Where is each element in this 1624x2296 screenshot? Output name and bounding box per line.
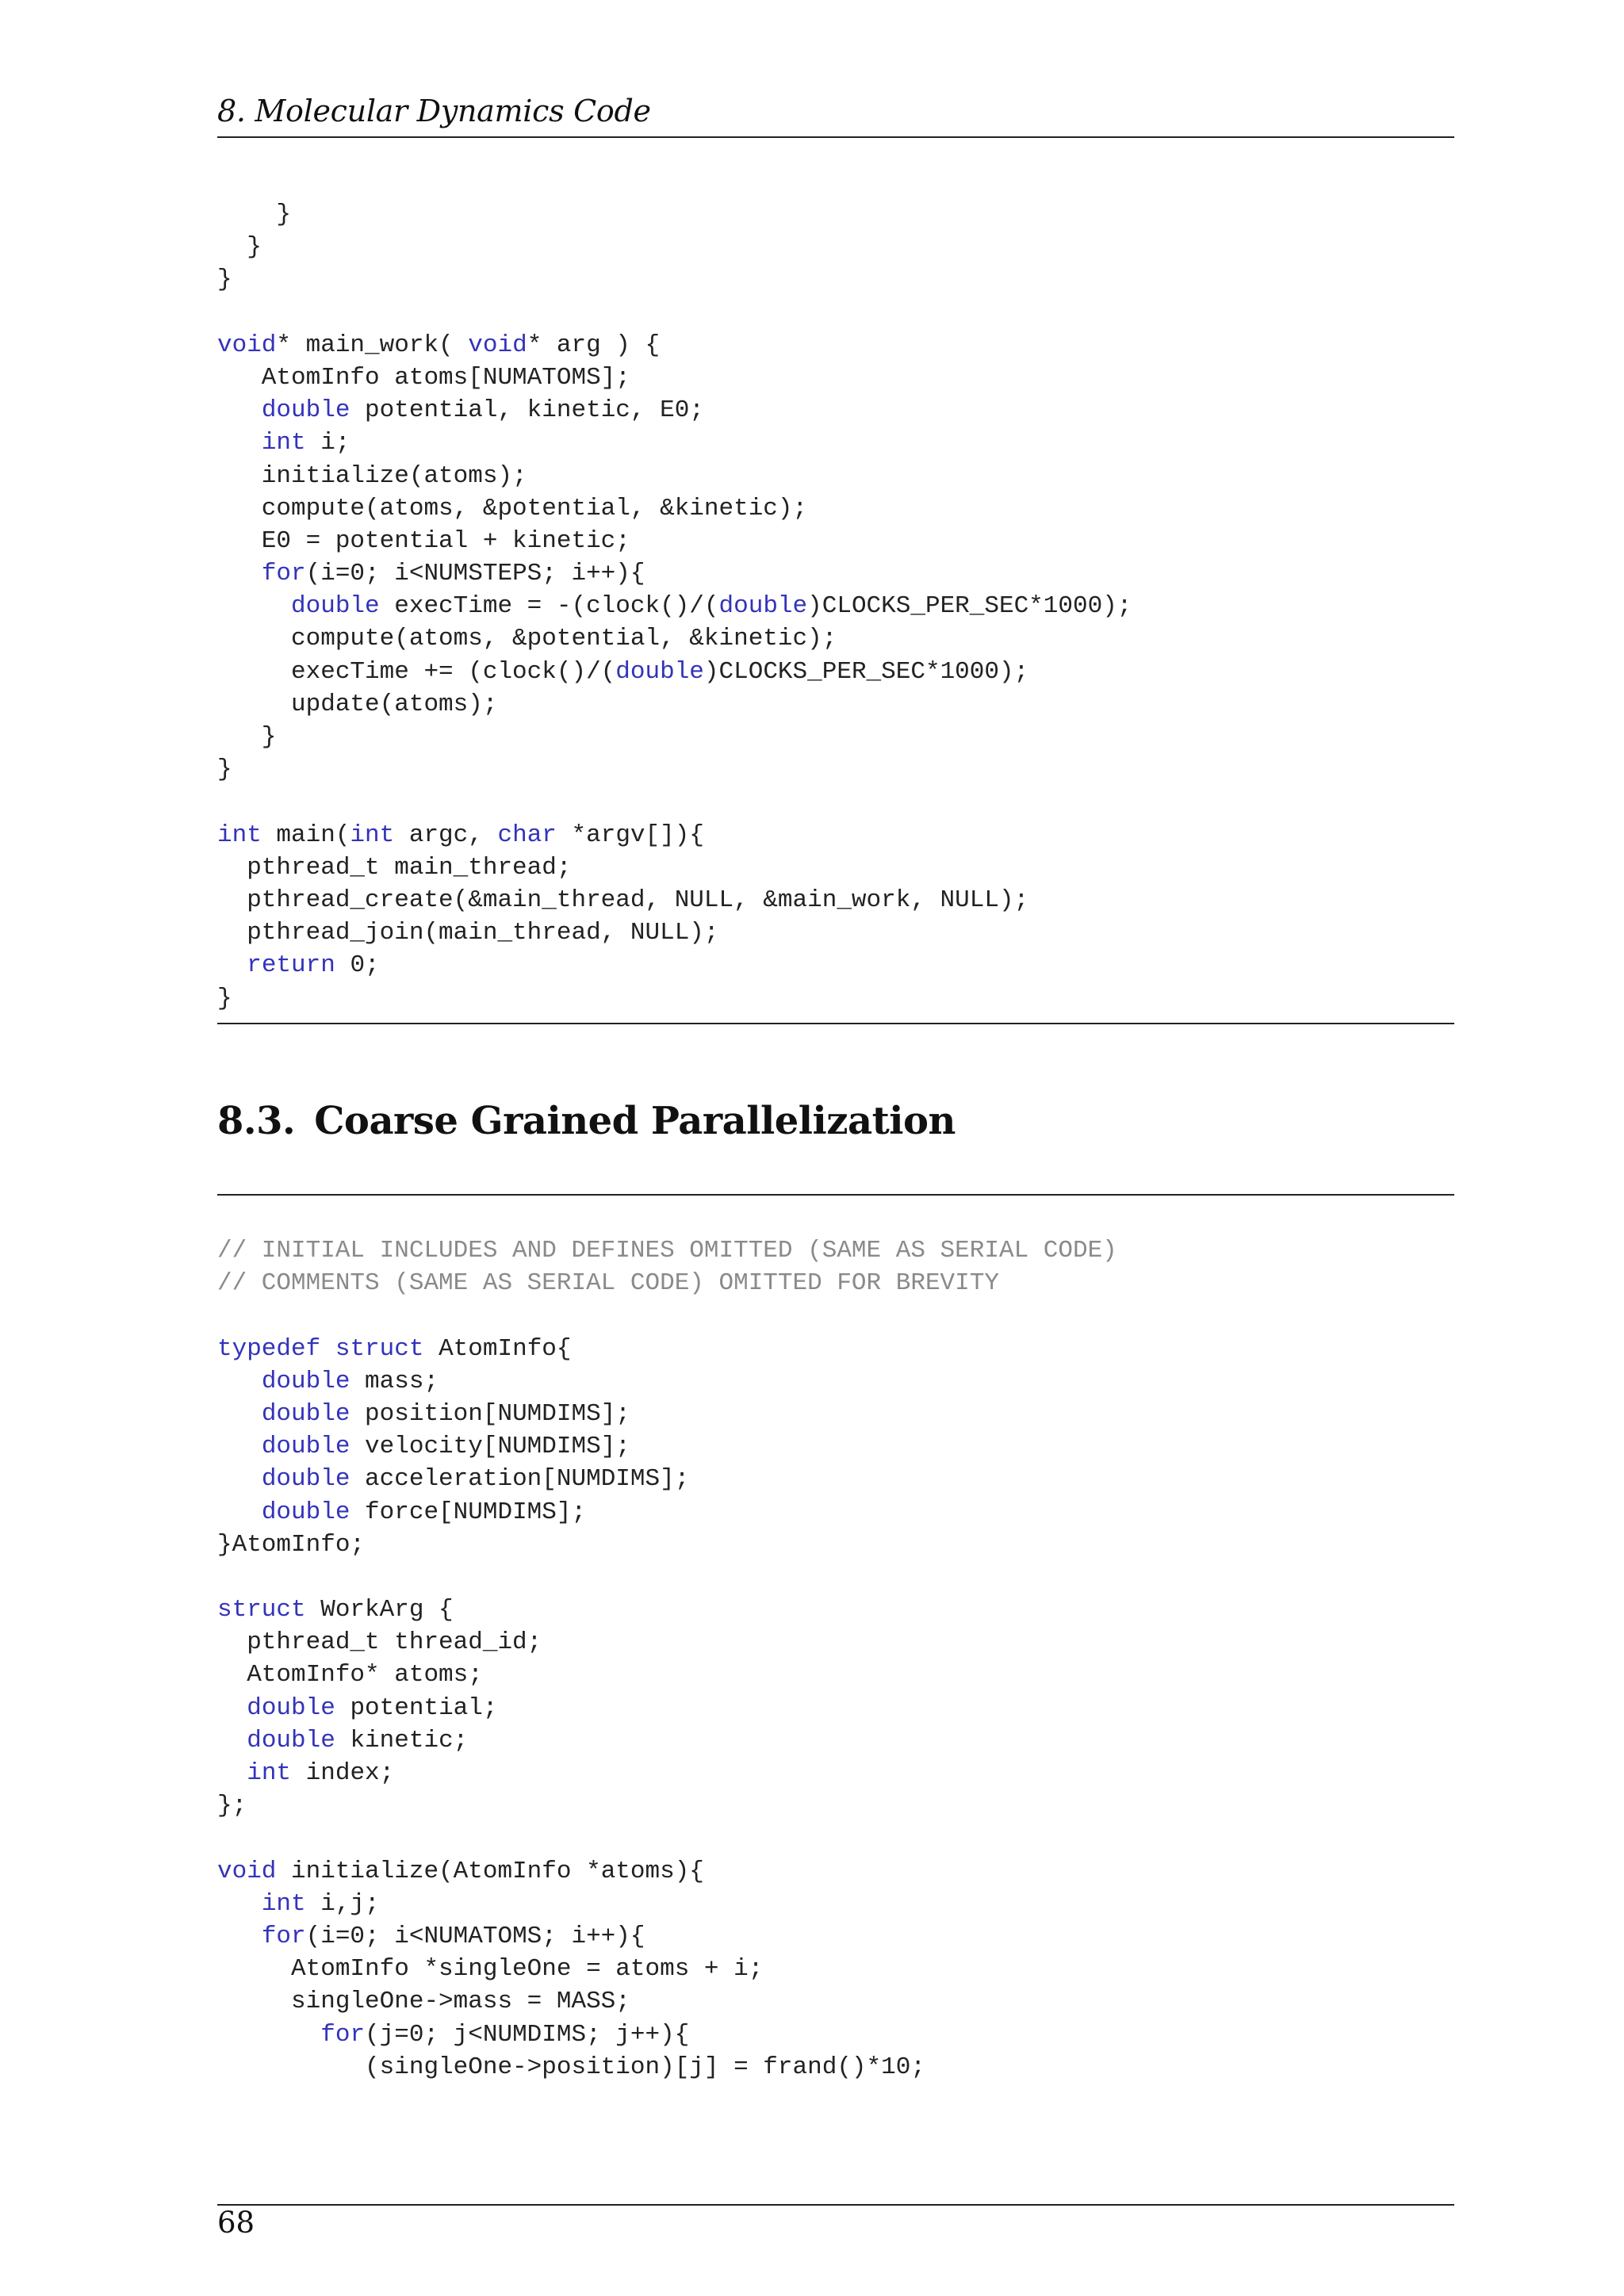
code-keyword: void (217, 1857, 277, 1885)
code-line (217, 460, 1132, 492)
code-line (217, 2019, 1117, 2051)
code-text: potential; (335, 1693, 498, 1722)
code-keyword: int (247, 1759, 292, 1787)
code-line (217, 786, 1132, 818)
code-line (217, 297, 1132, 329)
code-line (217, 329, 1132, 362)
code-line (217, 1365, 1117, 1398)
code-text: (i=0; i<NUMATOMS; i++){ (305, 1922, 645, 1950)
code-line (217, 1463, 1117, 1495)
code-line (217, 1724, 1117, 1757)
code-text (217, 592, 291, 620)
code-text (217, 1400, 262, 1428)
code-text (217, 396, 262, 424)
code-text: execTime += (clock()/( (217, 657, 616, 686)
code-line (217, 753, 1132, 786)
code-line (217, 1234, 1117, 1267)
code-line (217, 851, 1132, 884)
footer-rule (217, 2204, 1454, 2206)
code-text: singleOne->mass = MASS; (217, 1988, 630, 2016)
code-text: pthread_join(main_thread, NULL); (217, 919, 719, 947)
code-line (217, 1561, 1117, 1594)
code-line (217, 1398, 1117, 1430)
code-line (217, 949, 1132, 982)
code-keyword: double (615, 657, 704, 686)
code-text: } (217, 266, 232, 294)
code-keyword: int (350, 821, 395, 849)
code-text: }; (217, 1792, 247, 1820)
code-text: } (217, 756, 232, 784)
code-keyword: double (247, 1693, 335, 1722)
code-text: AtomInfo{ (423, 1334, 572, 1363)
code-line (217, 688, 1132, 721)
code-text (217, 1498, 262, 1526)
code-text (217, 1465, 262, 1493)
code-text: acceleration[NUMDIMS]; (350, 1465, 690, 1494)
code-text: AtomInfo atoms[NUMATOMS]; (217, 363, 630, 392)
code-line (217, 1496, 1117, 1529)
code-keyword: struct (217, 1596, 306, 1624)
code-line (217, 263, 1132, 296)
listing-start-rule (217, 1194, 1454, 1196)
code-text: E0 = potential + kinetic; (217, 526, 630, 555)
code-line (217, 982, 1132, 1015)
code-line (217, 1953, 1117, 1985)
code-text: velocity[NUMDIMS]; (350, 1433, 630, 1461)
code-text: pthread_t main_thread; (217, 853, 572, 882)
code-keyword: double (261, 1465, 350, 1494)
code-text: initialize(AtomInfo *atoms){ (276, 1857, 704, 1885)
code-text: } (217, 723, 277, 751)
code-text: (i=0; i<NUMSTEPS; i++){ (305, 560, 645, 588)
code-text (217, 560, 262, 587)
header-rule (217, 136, 1454, 138)
code-text (217, 1727, 247, 1755)
code-line (217, 622, 1132, 655)
code-line (217, 884, 1132, 916)
code-line (217, 394, 1132, 427)
code-listing-bottom (217, 1234, 1117, 2084)
code-line (217, 557, 1132, 590)
code-keyword: void (217, 331, 277, 359)
code-keyword: struct (335, 1334, 424, 1363)
code-keyword: double (261, 396, 350, 425)
code-line (217, 198, 1132, 231)
code-keyword: return (247, 951, 335, 980)
code-text: }AtomInfo; (217, 1530, 366, 1559)
code-text: initialize(atoms); (217, 461, 527, 490)
code-text: potential, kinetic, E0; (350, 396, 704, 425)
code-line (217, 1789, 1117, 1822)
code-text: index; (291, 1759, 395, 1787)
code-keyword: char (497, 821, 557, 849)
code-text: main( (261, 821, 350, 849)
code-line (217, 1333, 1117, 1365)
code-text: execTime = -(clock()/( (379, 592, 719, 621)
code-line (217, 721, 1132, 753)
code-text: *argv[]){ (556, 821, 704, 849)
section-heading (217, 1099, 956, 1143)
code-line (217, 231, 1132, 263)
code-line (217, 1985, 1117, 2018)
code-text: AtomInfo* atoms; (217, 1661, 483, 1689)
code-text (217, 1890, 262, 1918)
code-text: argc, (394, 821, 498, 849)
code-keyword: for (261, 1922, 306, 1950)
code-comment: // COMMENTS (SAME AS SERIAL CODE) OMITTED FOR BREVITY (217, 1269, 999, 1298)
section-title: Coarse Grained Parallelization (314, 1099, 956, 1143)
code-keyword: double (261, 1399, 350, 1428)
code-text: pthread_t thread_id; (217, 1628, 542, 1657)
code-line (217, 492, 1132, 525)
code-keyword: typedef (217, 1334, 321, 1363)
code-text (217, 951, 247, 979)
code-text: (singleOne->position)[j] = frand()*10; (217, 2053, 925, 2081)
code-line (217, 916, 1132, 949)
section-number: 8.3. (217, 1099, 296, 1143)
code-line (217, 362, 1132, 394)
code-line (217, 1626, 1117, 1659)
code-line (217, 1267, 1117, 1299)
code-text: * arg ) { (527, 331, 661, 359)
running-head: 8. Molecular Dynamics Code (217, 94, 651, 128)
code-text: mass; (350, 1367, 439, 1395)
code-line (217, 1529, 1117, 1561)
code-keyword: for (320, 2020, 366, 2049)
code-line (217, 1692, 1117, 1724)
code-keyword: int (217, 821, 262, 849)
code-keyword: double (261, 1433, 350, 1461)
code-text: 0; (335, 951, 380, 980)
code-text: AtomInfo *singleOne = atoms + i; (217, 1955, 764, 1984)
code-line (217, 819, 1132, 851)
page-number: 68 (217, 2206, 255, 2240)
code-text (217, 1368, 262, 1395)
code-text: position[NUMDIMS]; (350, 1399, 630, 1428)
code-keyword: double (718, 592, 808, 621)
code-keyword: double (261, 1498, 350, 1526)
code-text: * main_work( (276, 331, 469, 359)
code-text (217, 2021, 320, 2049)
code-line (217, 1757, 1117, 1789)
code-text (217, 1433, 262, 1460)
code-text: } (217, 201, 292, 228)
code-keyword: for (261, 560, 306, 588)
code-text (217, 1923, 262, 1950)
code-comment: // INITIAL INCLUDES AND DEFINES OMITTED (SAME AS SERIAL CODE) (217, 1237, 1117, 1265)
code-text (320, 1335, 335, 1363)
code-text: (j=0; j<NUMDIMS; j++){ (365, 2020, 690, 2049)
code-keyword: int (261, 429, 306, 457)
code-text: WorkArg { (305, 1596, 454, 1624)
code-text: compute(atoms, &potential, &kinetic); (217, 494, 808, 522)
code-text: kinetic; (335, 1726, 469, 1755)
code-text: i,j; (305, 1889, 380, 1918)
code-keyword: void (468, 331, 527, 359)
code-keyword: double (247, 1726, 335, 1755)
code-line (217, 1822, 1117, 1854)
code-text: } (217, 984, 232, 1012)
code-text (217, 429, 262, 457)
code-text: } (217, 233, 262, 262)
code-text: update(atoms); (217, 690, 498, 718)
code-line (217, 1659, 1117, 1691)
code-text: force[NUMDIMS]; (350, 1498, 587, 1526)
code-line (217, 1920, 1117, 1953)
code-text: )CLOCKS_PER_SEC*1000); (703, 657, 1029, 686)
code-line (217, 1888, 1117, 1920)
code-line (217, 525, 1132, 557)
code-text: pthread_create(&main_thread, NULL, &main_work, NULL); (217, 886, 1029, 914)
code-line (217, 590, 1132, 622)
code-line (217, 1855, 1117, 1888)
code-keyword: double (291, 592, 380, 621)
code-line (217, 1594, 1117, 1626)
code-line (217, 1299, 1117, 1332)
code-line (217, 2051, 1117, 2084)
code-keyword: double (261, 1367, 350, 1395)
code-line (217, 656, 1132, 688)
code-text: )CLOCKS_PER_SEC*1000); (807, 592, 1132, 621)
code-listing-top (217, 198, 1132, 1015)
code-text (217, 1694, 247, 1722)
code-text (217, 1759, 247, 1787)
code-text: compute(atoms, &potential, &kinetic); (217, 625, 837, 653)
listing-end-rule (217, 1023, 1454, 1024)
code-text: i; (305, 429, 350, 457)
code-line (217, 1430, 1117, 1463)
code-keyword: int (261, 1889, 306, 1918)
code-line (217, 427, 1132, 459)
